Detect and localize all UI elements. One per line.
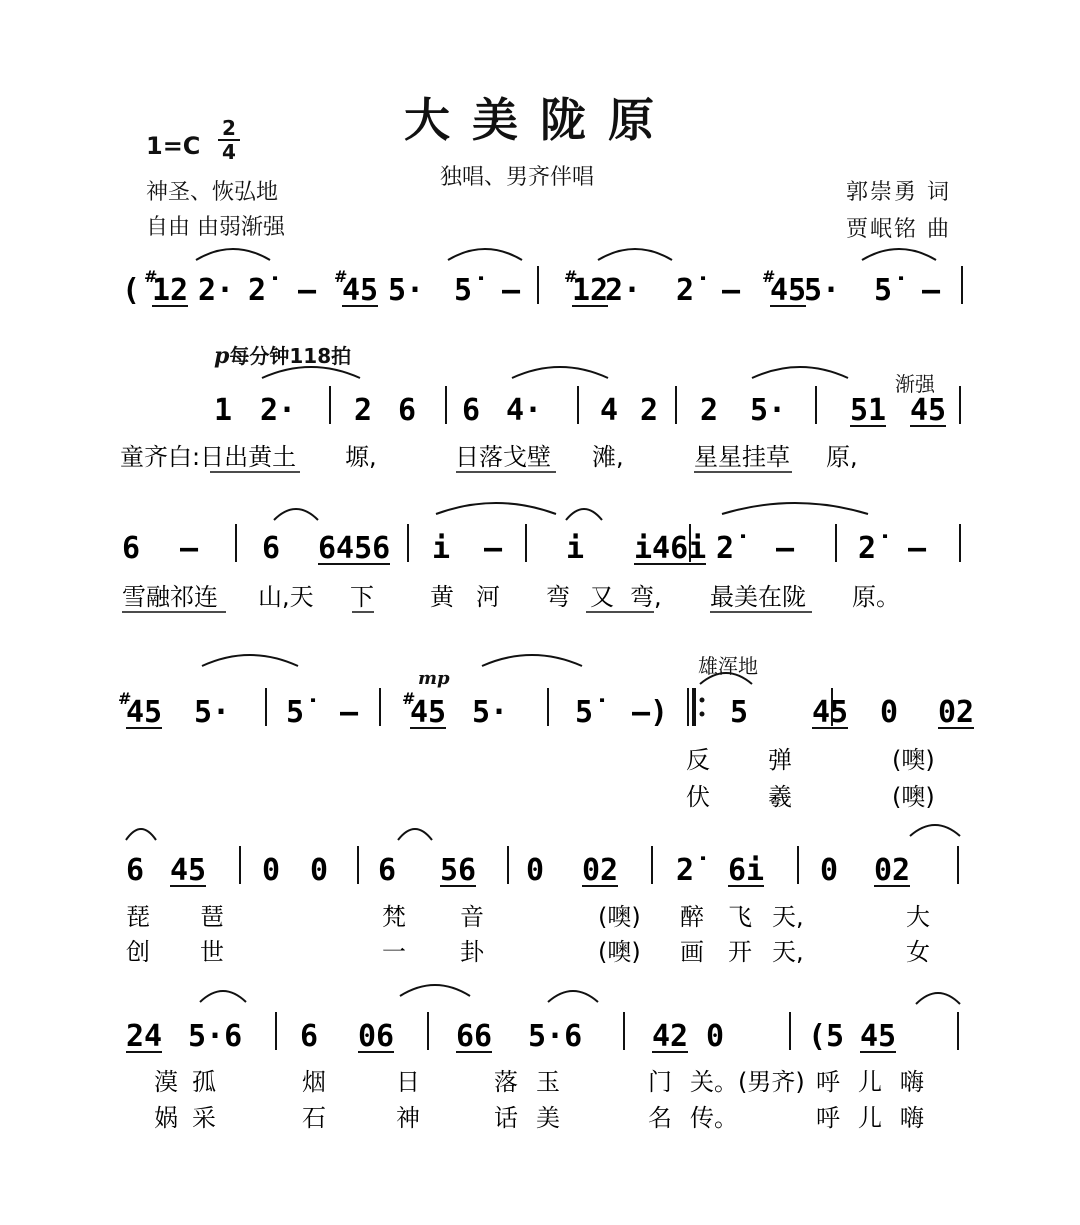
note-token: 02 [938,695,975,730]
slur-arc [722,503,868,514]
lyric-word: 下 [350,583,374,611]
lyric-word: 嗨 [900,1104,924,1132]
note-token: 5· [750,393,787,428]
lyric-word: 又 [590,583,614,611]
note-token: 4· [506,393,543,428]
note-group [575,695,605,730]
note-group [300,1019,318,1054]
lyric-word: 弯 [546,583,570,611]
lyric-word: 日 [396,1068,420,1096]
lyric-word: 落 [494,1068,518,1096]
note-group [456,1019,492,1054]
sharp-sign: # [402,689,416,708]
lyric-word: 最美在陇 [710,583,806,611]
note-group [858,531,888,566]
note-token: 6 [378,853,397,888]
note-group [484,531,503,566]
repeat-dot [700,712,705,717]
note-group [378,853,396,888]
note-token: 45 [342,273,379,308]
lyric-word: 滩, [592,443,624,471]
note-token: 5̇ [874,273,893,308]
note-group [812,695,848,730]
note-token: 2· [605,273,642,308]
note-token: 5· [194,695,231,730]
slur-arc [262,367,360,378]
composer-credit: 贾岷铭 曲 [846,217,951,242]
lyric-word: 话 [494,1104,518,1132]
lyric-word: 黄 [430,583,454,611]
lyric-word: 女 [906,938,930,966]
lyric-word: 门 [648,1068,672,1096]
lyric-word: 孤 [192,1068,216,1096]
note-group [700,393,718,428]
key-signature: 1=C [146,132,201,160]
note-token: 51 [850,393,887,428]
note-group [358,1019,394,1054]
note-token: 6456 [318,531,391,566]
note-token: 42 [652,1019,689,1054]
note-group [388,273,424,308]
lyric-word: 琶 [200,903,224,931]
slur-arc [566,509,602,520]
note-group [850,393,886,428]
note-group [605,273,641,308]
slur-arc [700,673,752,684]
note-group [938,695,974,730]
lyricist-credit: 郭崇勇 词 [846,180,951,205]
note-token: 6 [462,393,481,428]
slur-arc [274,509,318,520]
lyric-word: 名 [648,1104,672,1132]
note-token: –) [632,695,669,730]
note-token: 2· [260,393,297,428]
note-group [776,531,795,566]
note-group [118,689,162,730]
lyric-word: 童齐白:日出黄土 [120,443,297,471]
note-group [454,273,484,308]
sharp-sign: # [564,267,578,286]
lyric-word: 神 [396,1104,420,1132]
note-group [432,531,450,566]
slur-arc [400,985,470,996]
lyric-word: 天, [772,903,804,931]
note-token: 5̇ [286,695,305,730]
note-token: 12 [152,273,189,308]
note-group [804,273,840,308]
repeat-dot [700,698,705,703]
note-token: – [484,531,503,566]
note-token: 2̇ [676,273,695,308]
note-group [126,1019,162,1054]
note-token: 1 [214,393,233,428]
lyric-word: 儿 [858,1068,882,1096]
note-group [170,853,206,888]
slur-arc [862,249,936,260]
slur-arc [548,991,598,1002]
slur-arc [512,367,608,378]
note-token: 0 [706,1019,725,1054]
note-group [874,853,910,888]
note-token: i46i [634,531,707,566]
lyric-word: (噢) [892,783,935,811]
lyric-word: 大 [906,903,930,931]
lyric-word: 雪融祁连 [122,583,218,611]
lyric-word: 传。 [690,1104,738,1132]
lyric-word: 原, [826,443,858,471]
note-group [750,393,786,428]
note-token: 06 [358,1019,395,1054]
lyric-word: 音 [460,903,484,931]
note-token: 02 [874,853,911,888]
note-group [528,1019,582,1054]
note-group [506,393,542,428]
note-token: ( [122,273,141,308]
time-top: 2 [222,116,236,140]
note-group [262,853,280,888]
note-token: – [502,273,521,308]
tempo-text: 每分钟118拍 [229,344,352,368]
lyric-word: 创 [126,938,150,966]
note-token: 2· [198,273,235,308]
note-token: 5·6 [528,1019,583,1054]
note-group [640,393,658,428]
lyric-word: 嗨 [900,1068,924,1096]
lyric-word: (噢) [598,903,641,931]
note-token: – [340,695,359,730]
lyric-word: 开 [728,938,752,966]
note-group [298,273,317,308]
lyric-word: (噢) [598,938,641,966]
lyric-word: 河 [476,583,500,611]
note-group [198,273,234,308]
expression-line-1: 神圣、恢弘地 [146,180,279,205]
note-group [808,1019,844,1054]
note-group [188,1019,242,1054]
note-group [730,695,748,730]
note-token: 0 [526,853,545,888]
note-token: 56 [440,853,477,888]
note-group [820,853,838,888]
note-group [248,273,278,308]
note-token: 2̇ [716,531,735,566]
majestic-marking: 雄浑地 [698,654,758,678]
note-group [676,853,706,888]
note-group [334,267,378,308]
note-token: 6 [398,393,417,428]
lyric-word: 卦 [460,938,484,966]
song-title: 大美陇原 [404,93,676,147]
sharp-sign: # [118,689,132,708]
slur-arc [398,829,432,840]
note-group [402,689,446,730]
note-token: 0 [262,853,281,888]
note-token: 5̇ [454,273,473,308]
note-group [676,273,706,308]
time-bottom: 4 [222,140,236,164]
note-group [634,531,706,566]
note-token: 6 [126,853,145,888]
lyric-word: 梵 [382,903,406,931]
note-token: 5 [730,695,749,730]
note-token: 4 [600,393,619,428]
lyric-word: 玉 [536,1068,560,1096]
note-token: i [432,531,451,566]
note-group [716,531,746,566]
note-group [722,273,741,308]
note-token: i [566,531,585,566]
note-group [310,853,328,888]
note-token: – [180,531,199,566]
note-group [706,1019,724,1054]
note-group [860,1019,896,1054]
note-group [922,273,941,308]
lyric-word: 原。 [852,583,900,611]
note-token: – [776,531,795,566]
lyric-word: 弯, [630,583,662,611]
lyric-word: 呼 [816,1104,840,1132]
slur-arc [482,655,582,666]
note-group [440,853,476,888]
dynamic-mp: mp [418,668,450,689]
dynamic-p: p [214,343,230,369]
note-group [126,853,144,888]
note-token: 2̇ [676,853,695,888]
sharp-sign: # [334,267,348,286]
note-group [318,531,390,566]
note-group [122,531,140,566]
note-token: 6 [262,531,281,566]
note-token: – [922,273,941,308]
lyric-word: 星星挂草 [694,443,790,471]
note-token: 45 [812,695,849,730]
lyric-word: 石 [302,1104,326,1132]
note-token: – [722,273,741,308]
slur-arc [598,249,672,260]
note-group [564,267,608,308]
lyric-word: 一 [382,938,406,966]
note-token: 5·6 [188,1019,243,1054]
expression-line-2: 自由 由弱渐强 [146,215,285,240]
note-group [526,853,544,888]
lyric-word: 伏 [686,783,710,811]
lyric-word: 塬, [345,443,377,471]
note-token: 2 [354,393,373,428]
note-group [144,267,188,308]
note-token: 5· [388,273,425,308]
note-group [874,273,904,308]
note-group [462,393,480,428]
note-token: 5̇ [575,695,594,730]
lyric-word: 呼 [816,1068,840,1096]
slur-arc [196,249,270,260]
note-group [122,273,140,308]
note-group [340,695,359,730]
note-token: 66 [456,1019,493,1054]
note-group [880,695,898,730]
note-token: 0 [310,853,329,888]
note-token: 0 [880,695,899,730]
note-token: 2 [700,393,719,428]
lyric-word: 琵 [126,903,150,931]
performance-form: 独唱、男齐伴唱 [440,165,595,190]
note-group [582,853,618,888]
note-token: 45 [126,695,163,730]
lyric-word: 采 [192,1104,216,1132]
note-token: 5· [472,695,509,730]
lyric-word: 烟 [302,1068,326,1096]
note-token: 24 [126,1019,163,1054]
lyric-word: (噢) [892,746,935,774]
note-group [908,531,927,566]
note-token: 45 [170,853,207,888]
slur-arc [126,829,156,840]
note-group [472,695,508,730]
note-group [762,267,806,308]
note-token: 02 [582,853,619,888]
note-token: – [908,531,927,566]
note-group [910,393,946,428]
slur-arc [200,991,246,1002]
lyric-word: 飞 [728,903,752,931]
lyric-word: 世 [200,938,224,966]
note-token: 6i [728,853,765,888]
lyric-word: 羲 [768,783,792,811]
lyric-word: 天, [772,938,804,966]
note-token: 45 [910,393,947,428]
note-token: 6 [300,1019,319,1054]
note-group [600,393,618,428]
lyric-word: 画 [680,938,704,966]
lyric-word: 儿 [858,1104,882,1132]
note-token: 0 [820,853,839,888]
lyric-word: 反 [686,746,710,774]
note-token: 12 [572,273,609,308]
note-group [286,695,316,730]
lyric-word: 山,天 [258,583,314,611]
slur-arc [448,249,522,260]
crescendo-marking: 渐强 [895,372,935,396]
note-group [180,531,199,566]
slur-arc [910,825,960,836]
lyric-word: 漠 [154,1068,178,1096]
note-group [194,695,230,730]
sharp-sign: # [144,267,158,286]
note-token: 2̇ [248,273,267,308]
note-group [652,1019,688,1054]
note-token: 2̇ [858,531,877,566]
note-token: 45 [860,1019,897,1054]
note-group [214,393,232,428]
sharp-sign: # [762,267,776,286]
lyric-word: 日落戈壁 [455,443,551,471]
slur-arc [436,503,556,514]
note-token: – [298,273,317,308]
note-group [728,853,764,888]
slur-arc [202,655,298,666]
note-token: (5 [808,1019,845,1054]
note-group [632,695,668,730]
note-group [260,393,296,428]
slur-arc [916,993,960,1004]
note-group [262,531,280,566]
note-token: 5· [804,273,841,308]
note-token: 45 [410,695,447,730]
note-token: 6 [122,531,141,566]
lyric-word: 娲 [154,1104,178,1132]
note-group [566,531,584,566]
note-group [398,393,416,428]
lyric-word: 醉 [680,903,704,931]
note-group [502,273,521,308]
note-group [354,393,372,428]
lyric-word: 美 [536,1104,560,1132]
note-token: 2 [640,393,659,428]
lyric-word: 弹 [768,746,792,774]
slur-arc [752,367,848,378]
note-token: 45 [770,273,807,308]
lyric-word: 关。(男齐) [690,1068,805,1096]
